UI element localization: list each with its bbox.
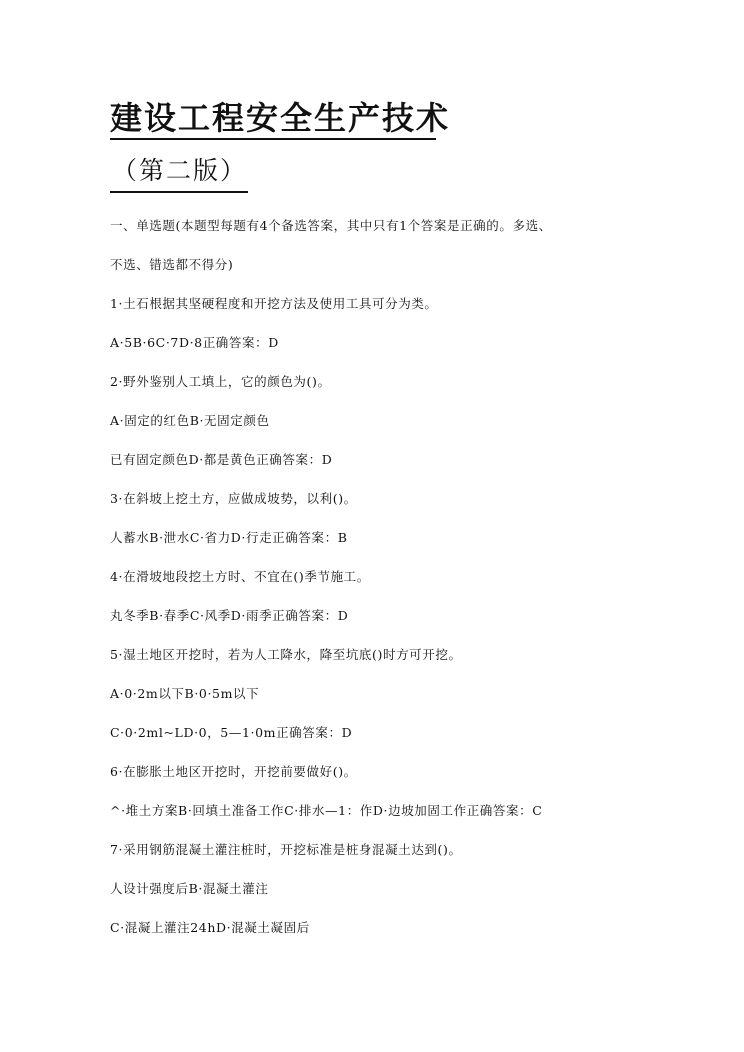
subtitle-underline: [110, 191, 248, 193]
question-6: 6·在膨胀土地区开挖时，开挖前要做好()。: [110, 764, 357, 779]
question-7-options-b: C·混凝上灌注24hD·混凝土凝固后: [110, 920, 310, 935]
document-title: 建设工程安全生产技术: [110, 99, 451, 137]
question-2-options-a: A·固定的红色B·无固定颜色: [110, 413, 270, 428]
question-6-options: ^·堆土方案B·回填土准备工作C·排水—1：作D·边坡加固工作正确答案：C: [110, 803, 543, 818]
question-7: 7·采用钢筋混凝土灌注桩时，开挖标准是桩身混凝土达到()。: [110, 842, 462, 857]
document-subtitle: （第二版）: [112, 156, 248, 185]
question-5-options-a: A·0·2m以下B·0·5m以下: [110, 686, 260, 701]
question-3: 3·在斜坡上挖土方，应做成坡势，以利()。: [110, 491, 357, 506]
question-3-options: 人蓄水B·泄水C·省力D·行走正确答案：B: [110, 530, 348, 545]
question-1-options: A·5B·6C·7D·8正确答案：D: [110, 335, 279, 350]
question-4-options: 丸冬季B·春季C·风季D·雨季正确答案：D: [110, 608, 349, 623]
question-1: 1·土石根据其坚硬程度和开挖方法及使用工具可分为类。: [110, 296, 438, 311]
title-underline: [110, 138, 436, 140]
question-5-options-b: C·0·2ml~LD·0，5—1·0m正确答案：D: [110, 725, 353, 740]
section-heading-line-2: 不选、错选都不得分): [110, 257, 234, 272]
question-4: 4·在滑坡地段挖土方时、不宜在()季节施工。: [110, 569, 370, 584]
question-7-options-a: 人设计强度后B·混凝土灌注: [110, 881, 269, 896]
question-2: 2·野外鉴别人工填上，它的颜色为()。: [110, 374, 331, 389]
question-5: 5·湿土地区开挖时，若为人工降水，降至坑底()时方可开挖。: [110, 647, 462, 662]
question-2-options-b: 已有固定颜色D·都是黄色正确答案：D: [110, 452, 333, 467]
section-heading-line-1: 一、单选题(本题型每题有4个备选答案，其中只有1个答案是正确的。多选、: [110, 218, 552, 233]
